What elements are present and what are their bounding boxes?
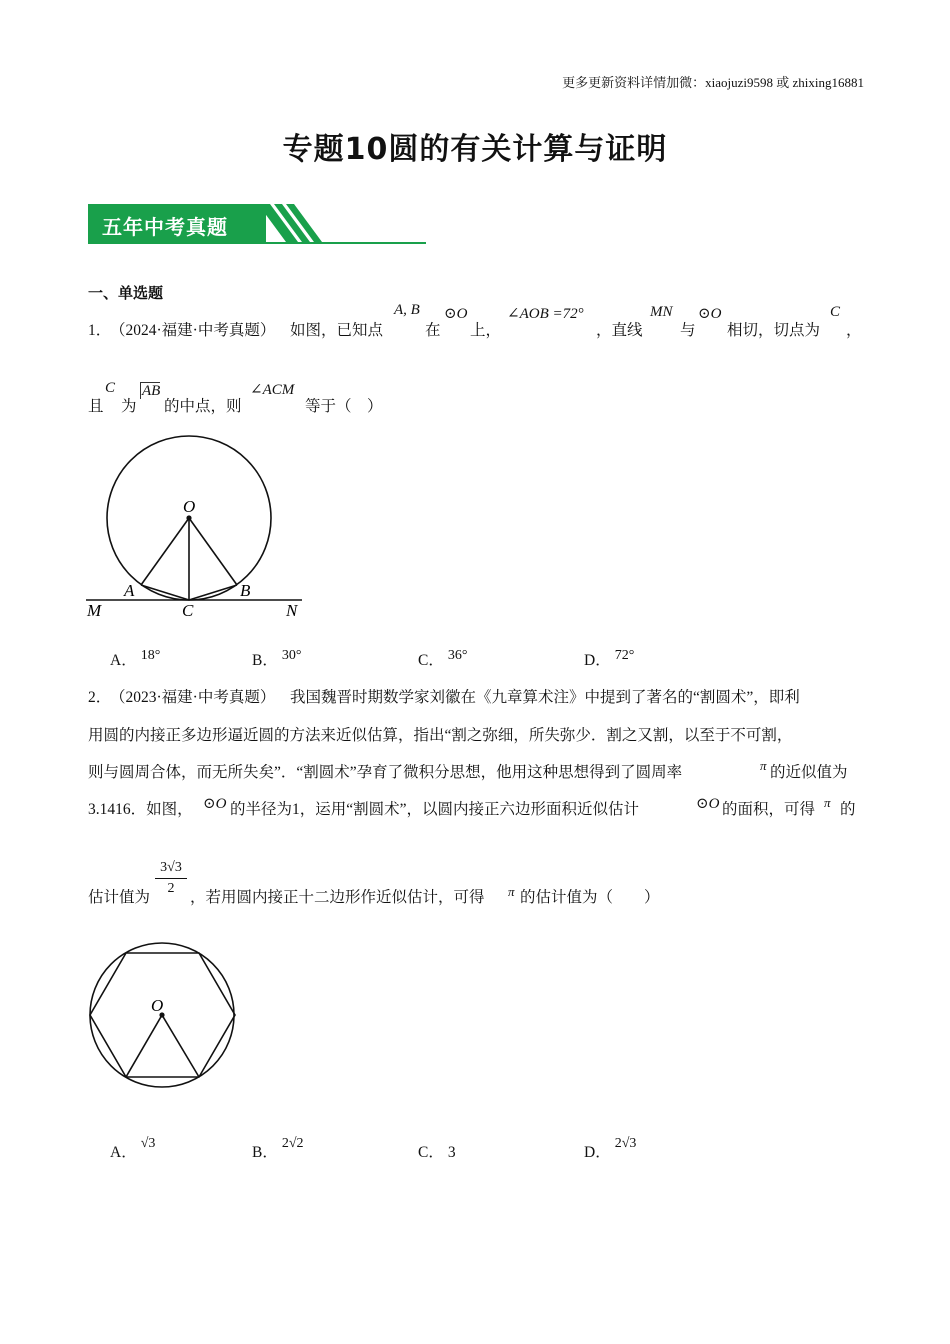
q2-label-O: O bbox=[151, 996, 164, 1015]
q1-label-O: O bbox=[183, 497, 196, 516]
option-label: B． bbox=[252, 1144, 278, 1161]
q1-segment-AC bbox=[141, 585, 189, 600]
q2-option-b[interactable] bbox=[252, 1136, 304, 1162]
option-label: A． bbox=[110, 1144, 137, 1161]
fraction-numerator: 3√3 bbox=[155, 860, 187, 879]
q1-math-angle-ACM: ∠ACM bbox=[250, 382, 295, 398]
q1-math-circle-O: ⊙O bbox=[444, 306, 468, 322]
q1-label-M: M bbox=[87, 601, 102, 620]
q2-text: 估计值为 bbox=[88, 889, 151, 906]
banner-text: 五年中考真题 bbox=[102, 215, 228, 239]
section-heading: 一、单选题 bbox=[88, 284, 164, 302]
q1-label-C: C bbox=[182, 601, 194, 620]
q1-number: 1． bbox=[88, 322, 112, 339]
q1-label-B: B bbox=[240, 581, 251, 600]
q1-text: 与 bbox=[680, 322, 696, 339]
q2-source: （2023·福建·中考真题） bbox=[110, 689, 276, 706]
q2-math-circle-O: ⊙O bbox=[696, 796, 720, 812]
option-label: A． bbox=[110, 652, 137, 669]
q1-text: 的中点，则 bbox=[164, 398, 242, 415]
q2-math-pi: π bbox=[508, 884, 515, 899]
option-label: C． bbox=[418, 1144, 444, 1161]
q2-math-pi: π bbox=[824, 795, 831, 810]
q2-math-pi: π bbox=[760, 758, 767, 773]
q1-option-d[interactable] bbox=[584, 648, 634, 670]
option-label: D． bbox=[584, 1144, 611, 1161]
option-value: 3 bbox=[447, 1144, 456, 1161]
q2-text: 的近似值为 bbox=[770, 764, 848, 781]
q1-text: 在 bbox=[425, 322, 441, 339]
q1-segment-OA bbox=[141, 518, 189, 585]
q1-text: 上， bbox=[470, 322, 502, 339]
q2-radius-right bbox=[162, 1015, 199, 1077]
q1-math-AB: A, B bbox=[394, 302, 420, 318]
option-label: C． bbox=[418, 652, 444, 669]
q1-math-arc-AB: AB bbox=[142, 383, 161, 399]
q2-number: 2． bbox=[88, 689, 112, 706]
q1-label-N: N bbox=[286, 601, 298, 620]
q1-source: （2024·福建·中考真题） bbox=[110, 322, 276, 339]
q1-text: 等于（ ） bbox=[305, 398, 383, 415]
option-label: D． bbox=[584, 652, 611, 669]
q2-option-c[interactable] bbox=[418, 1140, 456, 1162]
q1-math-MN: MN bbox=[650, 304, 673, 320]
q1-text: 相切，切点为 bbox=[727, 322, 821, 339]
q2-text: 的半径为1，运用“割圆术”，以圆内接正六边形面积近似估计 bbox=[230, 801, 640, 818]
q2-text: ，若用圆内接正十二边形作近似估计，可得 bbox=[190, 889, 485, 906]
q1-option-c[interactable] bbox=[418, 648, 467, 670]
option-value: 2√3 bbox=[614, 1136, 637, 1151]
q1-label-A: A bbox=[124, 581, 135, 600]
q2-text: 的 bbox=[840, 801, 856, 818]
q2-text: 3.1416．如图， bbox=[88, 801, 193, 818]
q2-fraction bbox=[155, 860, 187, 897]
q1-math-angle-AOB: ∠AOB =72° bbox=[507, 306, 584, 322]
q1-segment-BC bbox=[189, 585, 237, 600]
q2-text: 则与圆周合体，而无所失矣”．“割圆术”孕育了微积分思想，他用这种思想得到了圆周率 bbox=[88, 764, 683, 781]
q1-math-circle-O: ⊙O bbox=[698, 306, 722, 322]
q1-option-a[interactable] bbox=[110, 648, 160, 670]
q1-math-C: C bbox=[830, 304, 841, 320]
q1-math-C: C bbox=[105, 380, 116, 396]
q2-math-circle-O: ⊙O bbox=[203, 796, 227, 812]
q1-text: ， bbox=[846, 322, 862, 339]
option-value: √3 bbox=[140, 1136, 156, 1151]
q2-text: 我国魏晋时期数学家刘徽在《九章算术注》中提到了著名的“割圆术”，即利 bbox=[290, 689, 800, 706]
q1-center-dot bbox=[186, 515, 191, 520]
q1-text: 且 bbox=[88, 398, 104, 415]
q1-text: 如图，已知点 bbox=[290, 322, 384, 339]
option-value: 30° bbox=[281, 648, 302, 663]
option-value: 2√2 bbox=[281, 1136, 304, 1151]
q2-option-a[interactable] bbox=[110, 1136, 156, 1162]
banner-underline bbox=[88, 242, 426, 244]
q2-text: 的面积，可得 bbox=[722, 801, 816, 818]
banner-stripes-icon bbox=[258, 204, 398, 244]
section-banner bbox=[88, 204, 426, 246]
option-label: B． bbox=[252, 652, 278, 669]
q2-text: 的估计值为（ ） bbox=[520, 889, 660, 906]
option-value: 72° bbox=[614, 648, 635, 663]
q1-segment-OB bbox=[189, 518, 237, 585]
q2-radius-left bbox=[126, 1015, 162, 1077]
option-value: 36° bbox=[447, 648, 468, 663]
q1-figure bbox=[84, 430, 314, 622]
q2-option-d[interactable] bbox=[584, 1136, 637, 1162]
q1-text: 为 bbox=[121, 398, 137, 415]
header-note: 更多更新资料详情加微：xiaojuzi9598 或 zhixing16881 bbox=[562, 75, 864, 90]
page-title: 专题10圆的有关计算与证明 bbox=[282, 132, 668, 167]
q2-text: 用圆的内接正多边形逼近圆的方法来近似估算，指出“割之弥细，所失弥少．割之又割，以至于不可割， bbox=[88, 727, 793, 744]
q2-figure bbox=[86, 938, 242, 1088]
option-value: 18° bbox=[140, 648, 161, 663]
fraction-denominator: 2 bbox=[167, 881, 175, 896]
q1-text: ，直线 bbox=[596, 322, 643, 339]
q1-option-b[interactable] bbox=[252, 648, 301, 670]
